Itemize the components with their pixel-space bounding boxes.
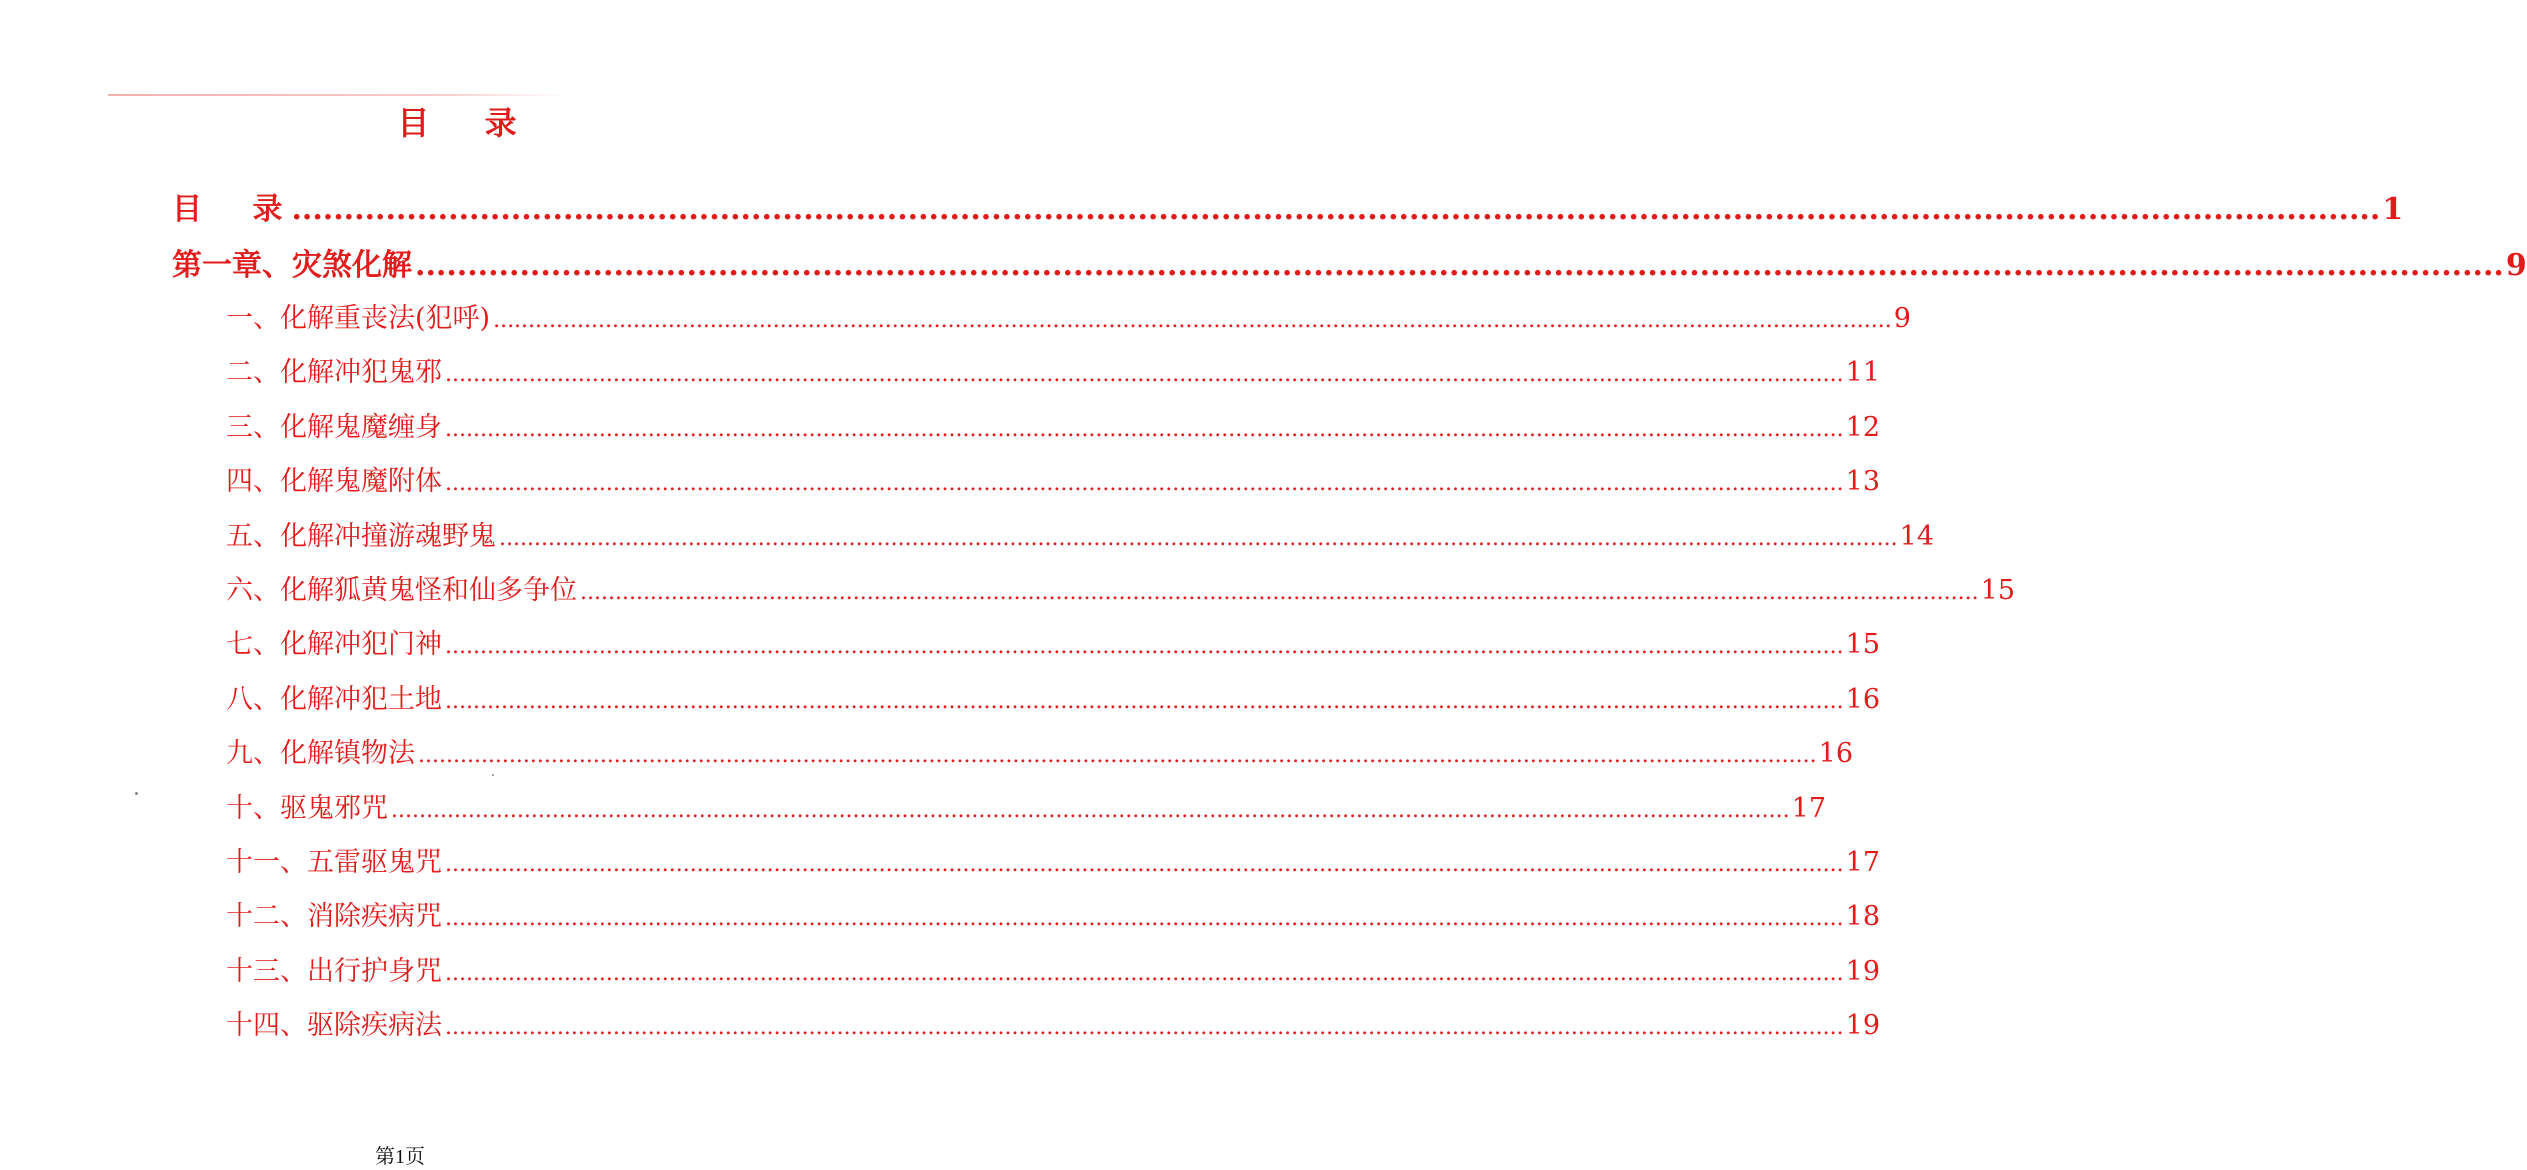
dot-leader: ........................................................................................................................................................................................................ <box>445 1015 1844 1041</box>
toc-page-number: 9 <box>2505 248 2527 283</box>
toc-entry-section-14[interactable] <box>0 1003 1880 1057</box>
toc-entry-section-10[interactable] <box>0 786 1826 840</box>
toc-entry-label: 目 录 <box>172 192 303 227</box>
toc-entry-label: 十二、消除疾病咒 <box>226 901 442 933</box>
scan-speck <box>492 774 494 776</box>
page-title: 目 录 <box>397 104 539 142</box>
toc-entry-label: 第一章、灾煞化解 <box>172 248 412 283</box>
dot-leader: ........................................................................................................................................................................................................ <box>445 634 1844 660</box>
toc-page-number: 16 <box>1845 683 1880 715</box>
dot-leader: ........................................................................................................................................................................................................ <box>445 362 1844 388</box>
toc-entry-label: 十三、出行护身咒 <box>226 955 442 987</box>
toc-entry-label: 二、化解冲犯鬼邪 <box>226 357 442 389</box>
toc-page-number: 19 <box>1845 955 1880 987</box>
dot-leader: ........................................................................................................................................................................................................ <box>415 248 2504 283</box>
toc-entry-section-8[interactable] <box>0 677 1880 731</box>
toc-page-number: 17 <box>1845 846 1880 878</box>
toc-entry-section-7[interactable] <box>0 622 1880 676</box>
toc-entry-label: 四、化解鬼魔附体 <box>226 466 442 498</box>
dot-leader: ........................................................................................................................................................................................................ <box>391 797 1790 823</box>
toc-page-number: 13 <box>1845 466 1880 498</box>
toc-entry-label: 十四、驱除疾病法 <box>226 1010 442 1042</box>
toc-page-number: 18 <box>1845 901 1880 933</box>
toc-page-number: 19 <box>1845 1010 1880 1042</box>
toc-entry-section-11[interactable] <box>0 840 1880 894</box>
dot-leader: ........................................................................................................................................................................................................ <box>445 960 1844 986</box>
toc-page-number: 17 <box>1791 792 1826 824</box>
dot-leader: ........................................................................................................................................................................................................ <box>445 471 1844 497</box>
dot-leader: ........................................................................................................................................................................................................ <box>445 688 1844 714</box>
toc-entry-label: 五、化解冲撞游魂野鬼 <box>226 520 496 552</box>
toc-entry-label: 九、化解镇物法 <box>226 738 415 770</box>
toc-entry-section-2[interactable] <box>0 350 1880 404</box>
toc-page-number: 14 <box>1899 520 1934 552</box>
toc-entry-label: 八、化解冲犯土地 <box>226 683 442 715</box>
dot-leader: ........................................................................................................................................................................................................ <box>418 743 1817 769</box>
toc-entry-label: 十、驱鬼邪咒 <box>226 792 388 824</box>
table-of-contents <box>0 184 2527 1057</box>
toc-entry-section-1[interactable] <box>0 296 1911 350</box>
toc-entry-contents[interactable] <box>0 184 2404 240</box>
toc-entry-chapter-1[interactable] <box>0 240 2527 296</box>
toc-entry-label: 三、化解鬼魔缠身 <box>226 411 442 443</box>
toc-entry-label: 七、化解冲犯门神 <box>226 629 442 661</box>
toc-entry-label: 六、化解狐黄鬼怪和仙多争位 <box>226 574 577 606</box>
toc-entry-label: 十一、五雷驱鬼咒 <box>226 846 442 878</box>
dot-leader: ........................................................................................................................................................................................................ <box>580 579 1979 605</box>
toc-entry-section-3[interactable] <box>0 405 1880 459</box>
toc-entry-section-5[interactable] <box>0 514 1934 568</box>
toc-page-number: 11 <box>1845 357 1880 389</box>
toc-page-number: 16 <box>1818 738 1853 770</box>
toc-entry-label: 一、化解重丧法(犯呼) <box>226 303 491 334</box>
toc-page-number: 9 <box>1893 303 1911 334</box>
top-rule <box>108 94 568 96</box>
page-footer: 第1页 <box>375 1146 425 1168</box>
dot-leader: ........................................................................................................................................................................................................ <box>445 906 1844 932</box>
toc-entry-section-12[interactable] <box>0 894 1880 948</box>
toc-page-number: 1 <box>2382 192 2404 227</box>
dot-leader: ........................................................................................................................................................................................................ <box>291 192 2381 227</box>
dot-leader: ........................................................................................................................................................................................................ <box>445 416 1844 442</box>
toc-entry-section-13[interactable] <box>0 949 1880 1003</box>
toc-page-number: 12 <box>1845 411 1880 443</box>
toc-page-number: 15 <box>1845 629 1880 661</box>
toc-entry-section-9[interactable] <box>0 731 1853 785</box>
dot-leader: ........................................................................................................................................................................................................ <box>499 525 1898 551</box>
toc-entry-section-6[interactable] <box>0 568 2015 622</box>
toc-entry-section-4[interactable] <box>0 459 1880 513</box>
dot-leader: ........................................................................................................................................................................................................ <box>445 851 1844 877</box>
toc-page-number: 15 <box>1980 574 2015 606</box>
dot-leader: ........................................................................................................................................................................................................ <box>493 308 1892 333</box>
scan-speck <box>135 792 138 795</box>
